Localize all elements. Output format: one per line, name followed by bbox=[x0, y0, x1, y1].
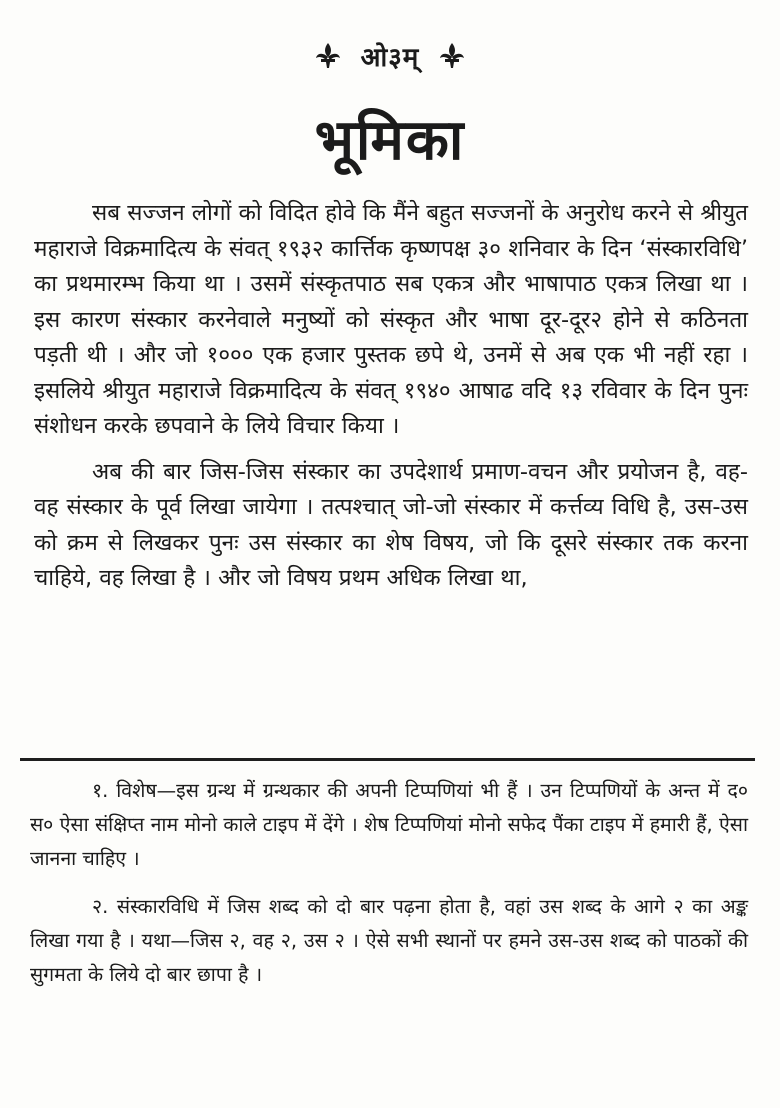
footnote-divider bbox=[20, 758, 755, 761]
body-text bbox=[34, 196, 748, 607]
invocation-header bbox=[0, 38, 780, 76]
invocation-text: ओ३म् bbox=[360, 43, 420, 73]
footnote: २. संस्कारविधि में जिस शब्द को दो बार पढ़ना होता है, वहां उस शब्द के आगे २ का अङ्क लिखा गया है । यथा—जिस २, वह २, उस २ । ऐसे सभी स्थानों पर हमने उस-उस शब्द को पाठकों की सुगमता के लिये दो बार छापा है । bbox=[30, 895, 748, 986]
footnote: १. विशेष—इस ग्रन्थ में ग्रन्थकार की अपनी टिप्पणियां भी हैं । उन टिप्पणियों के अन्त में द० स० ऐसा संक्षिप्त नाम मोनो काले टाइप में देंगे । शेष टिप्पणियां मोनो सफेद पैंका टाइप में हमारी हैं, ऐसा जानना चाहिए । bbox=[30, 779, 748, 870]
fleur-de-lis-icon bbox=[437, 41, 467, 76]
body-paragraph: अब की बार जिस-जिस संस्कार का उपदेशार्थ प्रमाण-वचन और प्रयोजन है, वह-वह संस्कार के पूर्व लिखा जायेगा । तत्पश्चात् जो-जो संस्कार में कर्त्तव्य विधि है, उस-उस को क्रम से लिखकर पुनः उस संस्कार का शेष विषय, जो कि दूसरे संस्कार तक करना चाहिये, वह लिखा है । और जो विषय प्रथम अधिक लिखा था, bbox=[34, 458, 748, 591]
page-title: भूमिका bbox=[314, 108, 466, 173]
fleur-de-lis-icon bbox=[313, 41, 343, 76]
footnotes bbox=[30, 774, 748, 1006]
body-paragraph: सब सज्जन लोगों को विदित होवे कि मैंने बहुत सज्जनों के अनुरोध करने से श्रीयुत महाराजे विक्रमादित्य के संवत् १९३२ कार्त्तिक कृष्णपक्ष ३० शनिवार के दिन ‘संस्कारविधि’ का प्रथमारम्भ किया था । उसमें संस्कृतपाठ सब एकत्र और भाषापाठ एकत्र लिखा था । इस कारण संस्कार करनेवाले मनुष्यों को संस्कृत और भाषा दूर-दूर२ होने से कठिनता पड़ती थी । और जो १००० एक हजार पुस्तक छपे थे, उनमें से अब एक भी नहीं रहा । इसलिये श्रीयुत महाराजे विक्रमादित्य के संवत् १९४० आषाढ वदि १३ रविवार के दिन पुनः संशोधन करके छपवाने के लिये विचार किया । bbox=[34, 200, 748, 439]
